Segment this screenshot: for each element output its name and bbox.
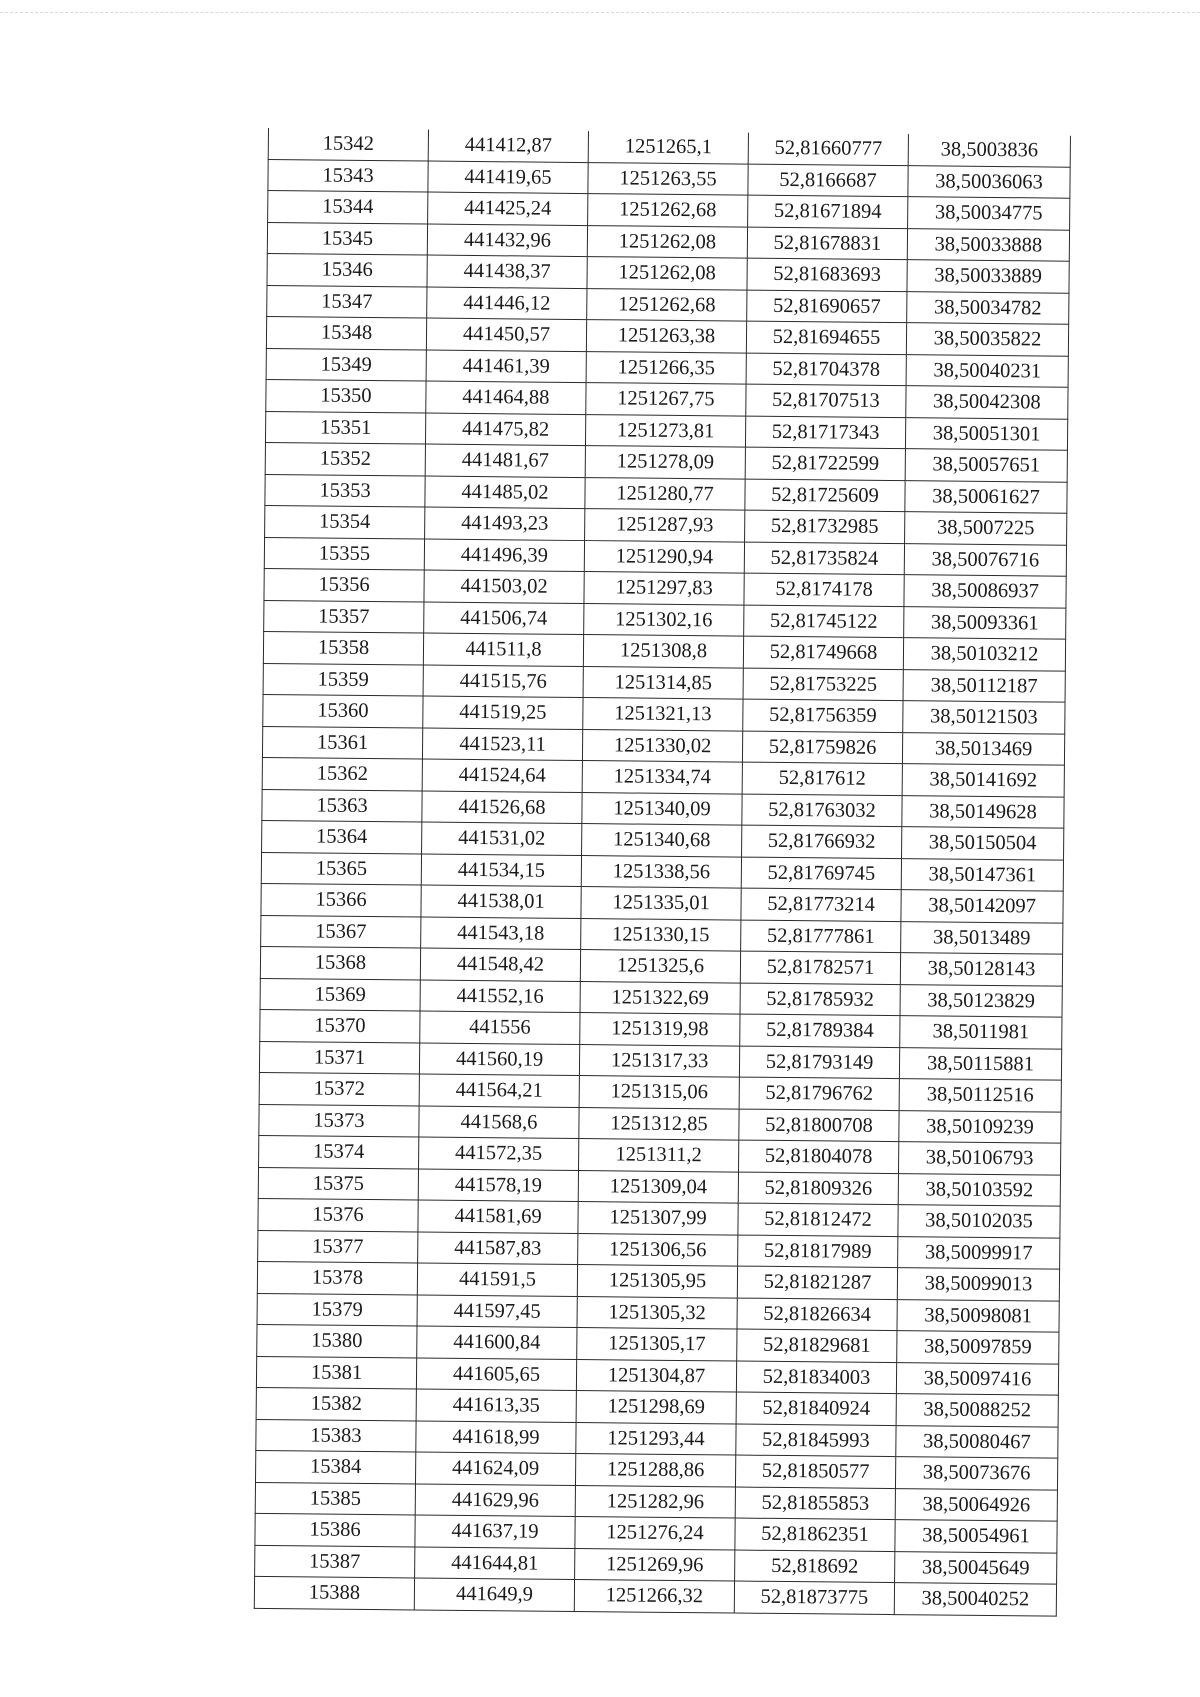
longitude-cell: 38,50034775 [908,197,1070,230]
point-number-cell: 15360 [263,694,423,727]
y-coordinate-cell: 1251290,94 [584,540,744,573]
x-coordinate-cell: 441515,76 [423,665,583,698]
point-number-cell: 15349 [266,348,426,381]
point-number-cell: 15363 [262,789,422,822]
longitude-cell: 38,50097416 [896,1362,1058,1395]
y-coordinate-cell: 1251293,44 [576,1422,736,1455]
longitude-cell: 38,5007225 [905,512,1067,545]
latitude-cell: 52,818692 [735,1550,895,1583]
point-number-cell: 15383 [256,1419,416,1452]
latitude-cell: 52,81785932 [740,983,900,1016]
y-coordinate-cell: 1251338,56 [581,855,741,888]
latitude-cell: 52,81821287 [737,1266,897,1299]
latitude-cell: 52,81725609 [745,479,905,512]
y-coordinate-cell: 1251276,24 [575,1517,735,1550]
longitude-cell: 38,50080467 [896,1425,1058,1458]
latitude-cell: 52,81759826 [742,731,902,764]
x-coordinate-cell: 441649,9 [414,1578,574,1611]
longitude-cell: 38,5013469 [902,732,1064,765]
point-number-cell: 15371 [259,1041,419,1074]
point-number-cell: 15359 [263,663,423,696]
y-coordinate-cell: 1251262,68 [588,194,748,227]
longitude-cell: 38,50123829 [900,984,1062,1017]
point-number-cell: 15381 [256,1356,416,1389]
longitude-cell: 38,50097859 [897,1331,1059,1364]
longitude-cell: 38,50073676 [895,1457,1057,1490]
point-number-cell: 15365 [261,852,421,885]
x-coordinate-cell: 441493,23 [425,507,585,540]
y-coordinate-cell: 1251319,98 [580,1013,740,1046]
longitude-cell: 38,50033889 [907,260,1069,293]
point-number-cell: 15382 [256,1387,416,1420]
point-number-cell: 15384 [256,1450,416,1483]
latitude-cell: 52,817612 [742,762,902,795]
latitude-cell: 52,81796762 [739,1077,899,1110]
x-coordinate-cell: 441564,21 [419,1074,579,1107]
longitude-cell: 38,50099917 [898,1236,1060,1269]
latitude-cell: 52,81683693 [747,258,907,291]
point-number-cell: 15362 [262,757,422,790]
point-number-cell: 15388 [254,1576,414,1609]
y-coordinate-cell: 1251306,56 [578,1233,738,1266]
x-coordinate-cell: 441548,42 [420,948,580,981]
latitude-cell: 52,81769745 [741,857,901,890]
coordinates-table-body [254,128,1070,1616]
latitude-cell: 52,81829681 [737,1329,897,1362]
x-coordinate-cell: 441644,81 [415,1546,575,1579]
x-coordinate-cell: 441524,64 [422,759,582,792]
latitude-cell: 52,81722599 [745,447,905,480]
latitude-cell: 52,81850577 [735,1455,895,1488]
scan-edge-line [0,12,1200,13]
y-coordinate-cell: 1251321,13 [583,698,743,731]
x-coordinate-cell: 441481,67 [425,444,585,477]
y-coordinate-cell: 1251287,93 [585,509,745,542]
point-number-cell: 15345 [267,222,427,255]
longitude-cell: 38,50034782 [907,291,1069,324]
y-coordinate-cell: 1251334,74 [582,761,742,794]
longitude-cell: 38,50149628 [902,795,1064,828]
point-number-cell: 15374 [259,1135,419,1168]
y-coordinate-cell: 1251288,86 [575,1454,735,1487]
point-number-cell: 15385 [255,1482,415,1515]
latitude-cell: 52,81873775 [734,1581,894,1614]
y-coordinate-cell: 1251263,38 [586,320,746,353]
point-number-cell: 15356 [264,568,424,601]
x-coordinate-cell: 441496,39 [424,539,584,572]
x-coordinate-cell: 441600,84 [417,1326,577,1359]
longitude-cell: 38,50064926 [895,1488,1057,1521]
x-coordinate-cell: 441475,82 [425,413,585,446]
latitude-cell: 52,81763032 [742,794,902,827]
x-coordinate-cell: 441511,8 [423,633,583,666]
point-number-cell: 15347 [267,285,427,318]
latitude-cell: 52,81845993 [736,1424,896,1457]
latitude-cell: 52,8174178 [744,573,904,606]
x-coordinate-cell: 441568,6 [419,1105,579,1138]
x-coordinate-cell: 441438,37 [427,255,587,288]
point-number-cell: 15348 [266,316,426,349]
y-coordinate-cell: 1251304,87 [576,1359,736,1392]
point-number-cell: 15378 [257,1261,417,1294]
x-coordinate-cell: 441556 [420,1011,580,1044]
point-number-cell: 15387 [255,1545,415,1578]
latitude-cell: 52,81804078 [739,1140,899,1173]
latitude-cell: 52,81817989 [738,1235,898,1268]
x-coordinate-cell: 441419,65 [428,161,588,194]
y-coordinate-cell: 1251322,69 [580,981,740,1014]
x-coordinate-cell: 441605,65 [416,1357,576,1390]
y-coordinate-cell: 1251262,08 [587,225,747,258]
latitude-cell: 52,81840924 [736,1392,896,1425]
x-coordinate-cell: 441412,87 [428,130,588,163]
longitude-cell: 38,50045649 [895,1551,1057,1584]
longitude-cell: 38,50040231 [906,354,1068,387]
latitude-cell: 52,81777861 [741,920,901,953]
y-coordinate-cell: 1251317,33 [579,1044,739,1077]
point-number-cell: 15375 [258,1167,418,1200]
y-coordinate-cell: 1251280,77 [585,477,745,510]
point-number-cell: 15380 [257,1324,417,1357]
coordinates-table [254,128,1071,1616]
latitude-cell: 52,81782571 [740,951,900,984]
latitude-cell: 52,81834003 [736,1361,896,1394]
longitude-cell: 38,50109239 [899,1110,1061,1143]
point-number-cell: 15376 [258,1198,418,1231]
latitude-cell: 52,81694655 [746,321,906,354]
y-coordinate-cell: 1251314,85 [583,666,743,699]
longitude-cell: 38,50076716 [904,543,1066,576]
longitude-cell: 38,50033888 [907,228,1069,261]
y-coordinate-cell: 1251262,08 [587,257,747,290]
y-coordinate-cell: 1251302,16 [584,603,744,636]
x-coordinate-cell: 441597,45 [417,1294,577,1327]
x-coordinate-cell: 441578,19 [418,1168,578,1201]
longitude-cell: 38,50121503 [903,701,1065,734]
point-number-cell: 15372 [259,1072,419,1105]
latitude-cell: 52,81678831 [747,227,907,260]
longitude-cell: 38,50147361 [901,858,1063,891]
y-coordinate-cell: 1251312,85 [579,1107,739,1140]
point-number-cell: 15346 [267,253,427,286]
x-coordinate-cell: 441543,18 [421,917,581,950]
latitude-cell: 52,81766932 [742,825,902,858]
point-number-cell: 15386 [255,1513,415,1546]
latitude-cell: 52,81735824 [744,542,904,575]
latitude-cell: 52,81809326 [738,1172,898,1205]
longitude-cell: 38,50051301 [905,417,1067,450]
x-coordinate-cell: 441618,99 [416,1420,576,1453]
y-coordinate-cell: 1251330,15 [581,918,741,951]
y-coordinate-cell: 1251330,02 [582,729,742,762]
latitude-cell: 52,8166687 [748,164,908,197]
y-coordinate-cell: 1251309,04 [578,1170,738,1203]
point-number-cell: 15351 [265,411,425,444]
y-coordinate-cell: 1251266,35 [586,351,746,384]
point-number-cell: 15367 [261,915,421,948]
longitude-cell: 38,50042308 [906,386,1068,419]
y-coordinate-cell: 1251262,68 [587,288,747,321]
table-row [254,1576,1056,1615]
longitude-cell: 38,50150504 [902,827,1064,860]
point-number-cell: 15366 [261,883,421,916]
longitude-cell: 38,50099013 [897,1268,1059,1301]
latitude-cell: 52,81812472 [738,1203,898,1236]
y-coordinate-cell: 1251308,8 [583,635,743,668]
y-coordinate-cell: 1251282,96 [575,1485,735,1518]
longitude-cell: 38,50088252 [896,1394,1058,1427]
x-coordinate-cell: 441637,19 [415,1515,575,1548]
x-coordinate-cell: 441450,57 [426,318,586,351]
latitude-cell: 52,81745122 [744,605,904,638]
point-number-cell: 15364 [262,820,422,853]
x-coordinate-cell: 441461,39 [426,350,586,383]
point-number-cell: 15354 [265,505,425,538]
x-coordinate-cell: 441587,83 [418,1231,578,1264]
y-coordinate-cell: 1251340,09 [582,792,742,825]
point-number-cell: 15379 [257,1293,417,1326]
longitude-cell: 38,50128143 [900,953,1062,986]
x-coordinate-cell: 441523,11 [422,728,582,761]
point-number-cell: 15357 [264,600,424,633]
point-number-cell: 15370 [260,1009,420,1042]
x-coordinate-cell: 441503,02 [424,570,584,603]
y-coordinate-cell: 1251263,55 [588,162,748,195]
y-coordinate-cell: 1251273,81 [585,414,745,447]
longitude-cell: 38,50057651 [905,449,1067,482]
x-coordinate-cell: 441464,88 [426,381,586,414]
x-coordinate-cell: 441506,74 [424,602,584,635]
latitude-cell: 52,81756359 [743,699,903,732]
latitude-cell: 52,81690657 [747,290,907,323]
longitude-cell: 38,50115881 [899,1047,1061,1080]
longitude-cell: 38,50106793 [898,1142,1060,1175]
longitude-cell: 38,5011981 [900,1016,1062,1049]
x-coordinate-cell: 441534,15 [421,854,581,887]
longitude-cell: 38,50098081 [897,1299,1059,1332]
y-coordinate-cell: 1251298,69 [576,1391,736,1424]
x-coordinate-cell: 441538,01 [421,885,581,918]
longitude-cell: 38,50103592 [898,1173,1060,1206]
latitude-cell: 52,81862351 [735,1518,895,1551]
y-coordinate-cell: 1251265,1 [588,131,748,164]
x-coordinate-cell: 441485,02 [425,476,585,509]
longitude-cell: 38,5003836 [908,134,1070,167]
latitude-cell: 52,81749668 [743,636,903,669]
point-number-cell: 15353 [265,474,425,507]
x-coordinate-cell: 441613,35 [416,1389,576,1422]
point-number-cell: 15342 [268,128,428,161]
longitude-cell: 38,50112516 [899,1079,1061,1112]
x-coordinate-cell: 441560,19 [419,1042,579,1075]
longitude-cell: 38,50036063 [908,165,1070,198]
longitude-cell: 38,50086937 [904,575,1066,608]
y-coordinate-cell: 1251305,32 [577,1296,737,1329]
x-coordinate-cell: 441581,69 [418,1200,578,1233]
y-coordinate-cell: 1251267,75 [586,383,746,416]
y-coordinate-cell: 1251325,6 [580,950,740,983]
point-number-cell: 15377 [258,1230,418,1263]
y-coordinate-cell: 1251305,17 [577,1328,737,1361]
longitude-cell: 38,50061627 [905,480,1067,513]
latitude-cell: 52,81704378 [746,353,906,386]
point-number-cell: 15344 [268,191,428,224]
latitude-cell: 52,81660777 [748,133,908,166]
point-number-cell: 15350 [266,379,426,412]
x-coordinate-cell: 441432,96 [427,224,587,257]
x-coordinate-cell: 441425,24 [428,192,588,225]
x-coordinate-cell: 441446,12 [427,287,587,320]
y-coordinate-cell: 1251340,68 [582,824,742,857]
longitude-cell: 38,50102035 [898,1205,1060,1238]
x-coordinate-cell: 441531,02 [422,822,582,855]
latitude-cell: 52,81789384 [740,1014,900,1047]
point-number-cell: 15369 [260,978,420,1011]
x-coordinate-cell: 441526,68 [422,791,582,824]
latitude-cell: 52,81717343 [745,416,905,449]
y-coordinate-cell: 1251311,2 [579,1139,739,1172]
point-number-cell: 15368 [260,946,420,979]
y-coordinate-cell: 1251315,06 [579,1076,739,1109]
latitude-cell: 52,81773214 [741,888,901,921]
latitude-cell: 52,81671894 [748,195,908,228]
latitude-cell: 52,81753225 [743,668,903,701]
longitude-cell: 38,5013489 [901,921,1063,954]
y-coordinate-cell: 1251266,32 [574,1580,734,1613]
longitude-cell: 38,50054961 [895,1520,1057,1553]
latitude-cell: 52,81800708 [739,1109,899,1142]
x-coordinate-cell: 441629,96 [415,1483,575,1516]
point-number-cell: 15361 [262,726,422,759]
longitude-cell: 38,50112187 [903,669,1065,702]
longitude-cell: 38,50035822 [906,323,1068,356]
x-coordinate-cell: 441519,25 [423,696,583,729]
x-coordinate-cell: 441552,16 [420,980,580,1013]
point-number-cell: 15355 [264,537,424,570]
point-number-cell: 15373 [259,1104,419,1137]
latitude-cell: 52,81707513 [746,384,906,417]
latitude-cell: 52,81826634 [737,1298,897,1331]
longitude-cell: 38,50093361 [904,606,1066,639]
latitude-cell: 52,81732985 [745,510,905,543]
latitude-cell: 52,81855853 [735,1487,895,1520]
x-coordinate-cell: 441572,35 [419,1137,579,1170]
y-coordinate-cell: 1251278,09 [585,446,745,479]
point-number-cell: 15352 [265,442,425,475]
latitude-cell: 52,81793149 [739,1046,899,1079]
point-number-cell: 15343 [268,159,428,192]
longitude-cell: 38,50103212 [903,638,1065,671]
x-coordinate-cell: 441624,09 [415,1452,575,1485]
longitude-cell: 38,50142097 [901,890,1063,923]
y-coordinate-cell: 1251297,83 [584,572,744,605]
y-coordinate-cell: 1251335,01 [581,887,741,920]
x-coordinate-cell: 441591,5 [417,1263,577,1296]
y-coordinate-cell: 1251269,96 [575,1548,735,1581]
point-number-cell: 15358 [263,631,423,664]
longitude-cell: 38,50040252 [894,1583,1056,1616]
longitude-cell: 38,50141692 [902,764,1064,797]
y-coordinate-cell: 1251305,95 [577,1265,737,1298]
y-coordinate-cell: 1251307,99 [578,1202,738,1235]
